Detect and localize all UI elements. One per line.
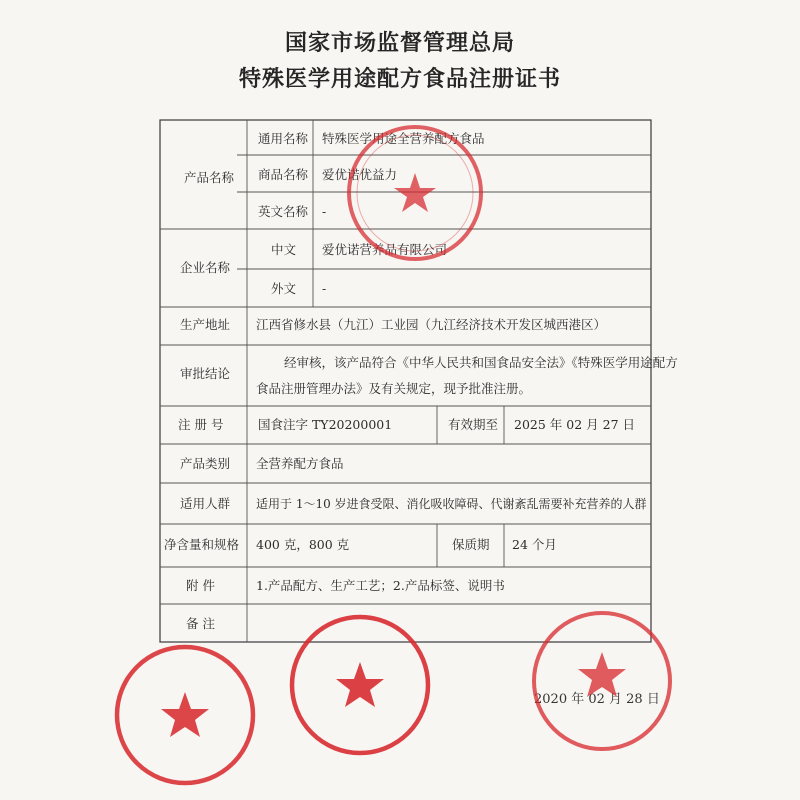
label-product-name: 产品名称 <box>184 170 235 185</box>
label-english-name: 英文名称 <box>258 204 309 219</box>
value-production-address: 江西省修水县（九江）工业园（九江经济技术开发区城西港区） <box>256 317 607 332</box>
label-target-population: 适用人群 <box>180 496 231 511</box>
value-company-chinese: 爱优诺营养品有限公司 <box>322 242 448 257</box>
value-company-foreign: - <box>322 281 327 296</box>
value-common-name: 特殊医学用途全营养配方食品 <box>322 131 485 146</box>
label-foreign: 外文 <box>271 281 297 296</box>
certificate-issuer-title: 国家市场监督管理总局 <box>284 31 515 56</box>
certificate-title: 特殊医学用途配方食品注册证书 <box>238 67 561 92</box>
value-target-population: 适用于 1～10 岁进食受限、消化吸收障碍、代谢紊乱需要补充营养的人群 <box>256 497 647 511</box>
label-common-name: 通用名称 <box>258 131 309 146</box>
value-english-name: - <box>322 204 327 219</box>
label-product-category: 产品类别 <box>180 456 231 471</box>
issue-date: 2020 年 02 月 28 日 <box>534 692 660 707</box>
label-company-name: 企业名称 <box>180 260 231 275</box>
value-valid-until: 2025 年 02 月 27 日 <box>514 417 635 432</box>
value-product-category: 全营养配方食品 <box>256 456 344 471</box>
label-net-content-spec: 净含量和规格 <box>164 537 240 552</box>
label-approval-conclusion: 审批结论 <box>180 366 231 381</box>
value-shelf-life: 24 个月 <box>512 537 557 552</box>
top-company-seal <box>340 118 490 268</box>
value-brand-name: 爱优诺优益力 <box>322 167 398 182</box>
value-attachments: 1.产品配方、生产工艺；2.产品标签、说明书 <box>256 578 505 593</box>
label-registration-no: 注 册 号 <box>178 417 224 432</box>
official-registration-seal <box>527 606 677 756</box>
label-valid-until: 有效期至 <box>448 417 499 432</box>
value-net-content-spec: 400 克，800 克 <box>256 537 350 552</box>
label-shelf-life: 保质期 <box>452 537 490 552</box>
left-company-seal <box>110 640 260 790</box>
label-attachments: 附 件 <box>186 578 215 593</box>
value-approval-line1: 经审核，该产品符合《中华人民共和国食品安全法》《特殊医学用途配方 <box>284 355 678 370</box>
label-chinese: 中文 <box>271 242 297 257</box>
value-approval-line2: 食品注册管理办法》及有关规定，现予批准注册。 <box>256 381 532 396</box>
label-remarks: 备 注 <box>186 616 215 631</box>
value-registration-no: 国食注字 TY20200001 <box>258 417 393 432</box>
label-production-address: 生产地址 <box>180 317 231 332</box>
middle-company-seal <box>285 610 435 760</box>
label-brand-name: 商品名称 <box>258 167 309 182</box>
